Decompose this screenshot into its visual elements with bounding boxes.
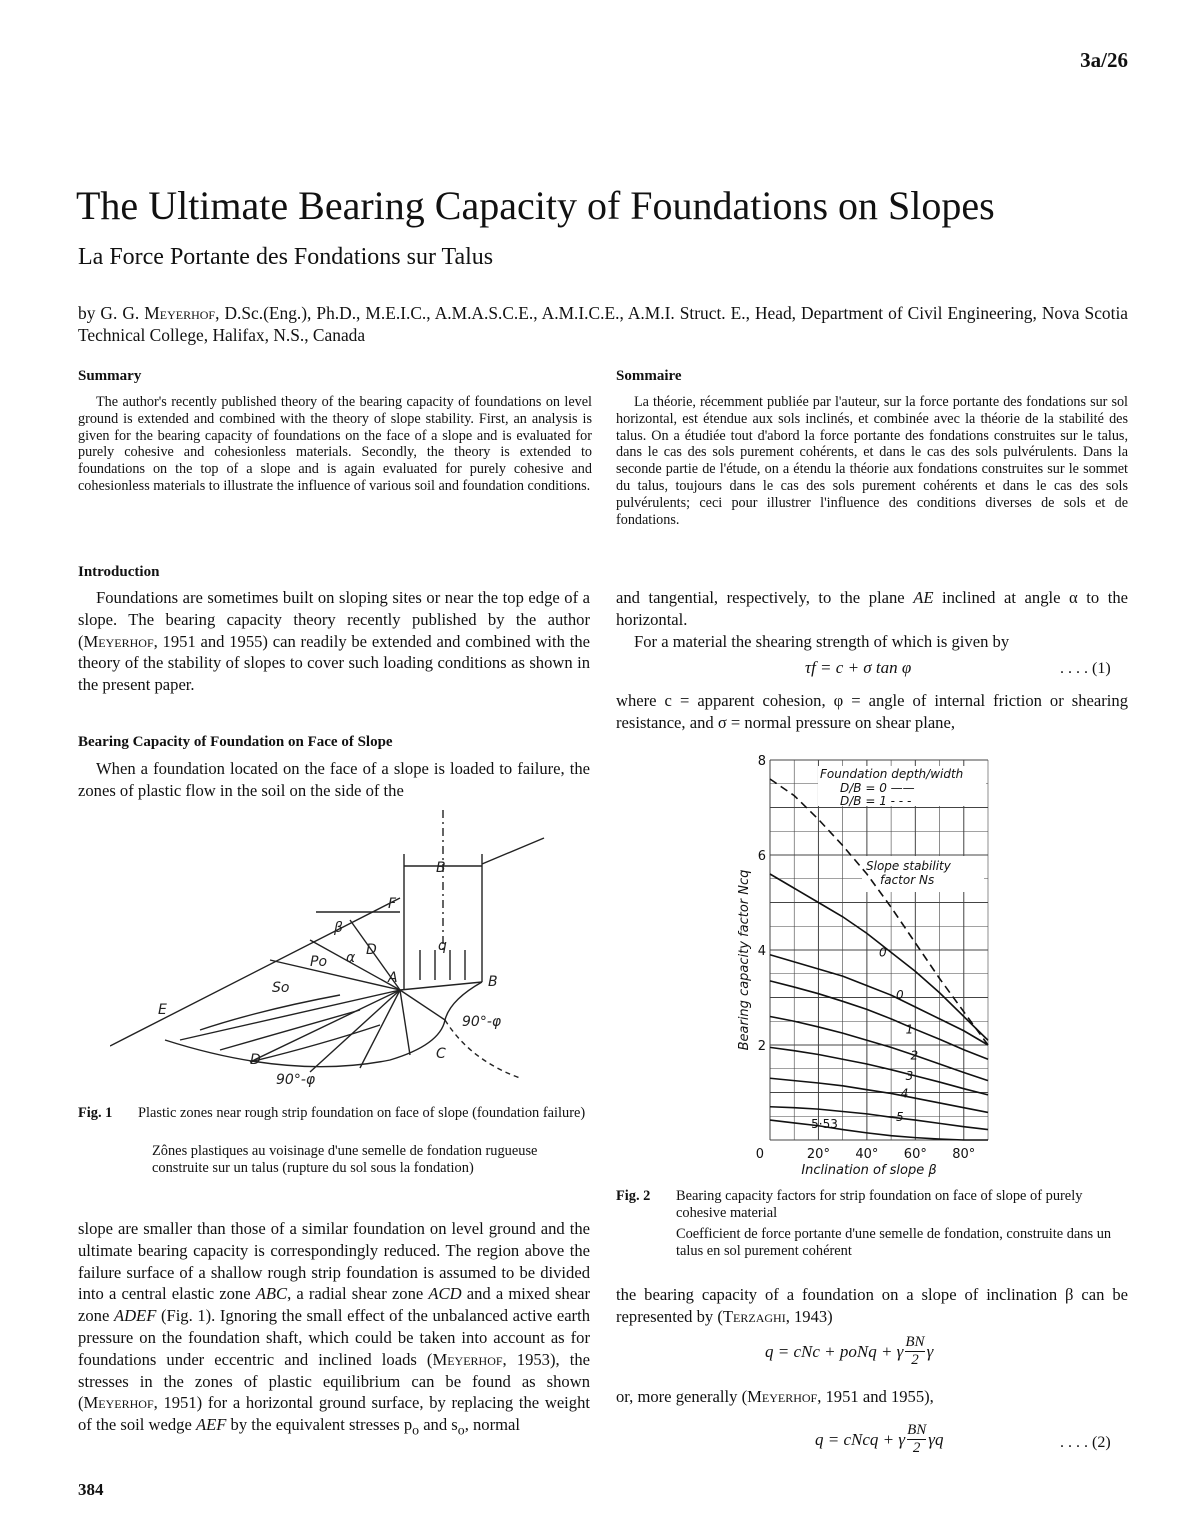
eq2-fraction (907, 1422, 926, 1457)
right-top-para2: For a material the shearing strength of which is given by (634, 632, 1010, 651)
series-line (770, 779, 988, 1045)
right-bottom-citation-1: Terzaghi (722, 1306, 786, 1326)
figure-1-caption-en: Plastic zones near rough strip foundation on face of slope (foundation failure) (138, 1105, 586, 1121)
equation-2-number: . . . . (2) (1060, 1434, 1111, 1451)
series-line (770, 1107, 988, 1130)
x-axis-label: Inclination of slope β (801, 1163, 937, 1178)
legend-entry: D/B = 1 - - - (840, 794, 912, 808)
equation-1-number: . . . . (1) (1060, 660, 1111, 677)
author-line (78, 302, 1128, 346)
series-line (770, 981, 988, 1059)
label-po: Po (310, 954, 328, 970)
series-label: 0 (895, 988, 904, 1003)
eq2-frac-num: BN (907, 1422, 927, 1438)
series-label: 5 (895, 1110, 904, 1125)
paper-title: The Ultimate Bearing Capacity of Foundations on Slopes (76, 183, 995, 228)
eq2-end: γq (928, 1429, 944, 1449)
eq-a-fraction (905, 1334, 924, 1369)
figure-1-caption-fr: Zônes plastiques au voisinage d'une semelle de fondation rugueuse construite sur un talus (rupture du sol sous la fondation) (152, 1143, 538, 1176)
label-C: C (436, 1046, 446, 1062)
label-D-top: D (366, 942, 377, 958)
x-tick-label: 0 (755, 1147, 764, 1162)
left-lower-aef: AEF (195, 1415, 227, 1435)
label-beta: β (334, 920, 343, 936)
legend-entry: D/B = 0 —— (840, 781, 915, 795)
slope-surface-left (110, 898, 400, 1046)
x-tick-label: 80° (952, 1147, 976, 1162)
eq2-frac-den: 2 (912, 1440, 921, 1456)
left-lower-t5: , 1953), the stresses in the zones of plastic equilibrium can be found as shown ( (78, 1349, 590, 1413)
left-lower-t4: (Fig. 1). Ignoring the small effect of the unbalanced active earth pressure on the foundation shaft, which could be taken into account as for foundations under eccentric and inclined loads ( (78, 1306, 590, 1369)
intro-citation: Meyerhof (83, 631, 154, 651)
figure-1-label: Fig. 1 (78, 1105, 113, 1121)
figure-1-diagram (110, 810, 570, 1100)
figure-1-caption (78, 1105, 590, 1197)
figure-1 (110, 810, 570, 1100)
left-lower-abc: ABC (255, 1284, 288, 1304)
right-top-para3: where c = apparent cohesion, φ = angle of internal friction or shearing resistance, and σ = normal pressure on shear plane, (616, 691, 1128, 732)
label-E: E (158, 1002, 167, 1018)
annotation-line-2: factor Ns (880, 873, 935, 887)
left-lower-t2: , a radial shear zone (287, 1284, 429, 1304)
introduction-text (78, 587, 590, 696)
series-label: 0 (879, 945, 887, 960)
series-line (770, 1120, 988, 1140)
radial-line-6 (270, 960, 400, 990)
legend-title: Foundation depth/width (820, 767, 964, 781)
author-affiliation: , D.Sc.(Eng.), Ph.D., M.E.I.C., A.M.A.S.C.E., A.M.I.C.E., A.M.I. Struct. E., Head, Department of Civil Engineering, Nova Scotia Technical College, Halifax, N.S., Canada (78, 303, 1128, 345)
eq-a-end: γ (926, 1341, 934, 1361)
y-tick-label: 2 (757, 1039, 766, 1054)
right-top-t2: inclined at angle α to the horizontal. (616, 588, 1128, 629)
right-bottom-para2 (616, 1386, 1128, 1408)
left-lower-citation-1: Meyerhof (432, 1349, 503, 1369)
label-F: F (388, 896, 397, 912)
right-top-t1: and tangential, respectively, to the plane (616, 588, 914, 607)
foundation-base (400, 982, 482, 990)
left-lower-text: slope are smaller than those of a similar foundation on level ground and the ultimate bearing capacity is correspondingly reduced. The region above the failure surface of a shallow rough strip foundation is assumed to be divided into a central elastic zone ABC, a radial shear zone ACD and a mixed shear zone ADEF (Fig. 1). Ignoring the small effect of the unbalanced active earth pressure on the foundation shaft, which could be taken into account as for foundations under eccentric and inclined loads (Meyerhof, 1953), the stresses in the zones of plastic equilibrium can be found as shown (Meyerhof, 1951) for a horizontal ground surface, by replacing the weight of the soil wedge AEF by the equivalent stresses $p_o$ and $s_o$, normal (78, 1219, 590, 1438)
equation-terzaghi (765, 1334, 933, 1369)
eq-a-main: q = cNc + poNq + γ (765, 1341, 904, 1361)
y-tick-label: 8 (757, 754, 766, 769)
right-top-text (616, 587, 1128, 631)
grid-curve-2 (220, 1010, 360, 1050)
intro-text-b: , 1951 and 1955) can readily be extended and combined with the theory of the stability of slopes to cover such loading conditions as shown in the present paper. (78, 631, 590, 695)
equation-1: τf = c + σ tan φ (805, 658, 912, 677)
figure-2-chart (730, 748, 1000, 1178)
figure-2-caption-en: Bearing capacity factors for strip foundation on face of slope of purely cohesive material (676, 1188, 1083, 1221)
bottom-curve-label: 5·53 (811, 1117, 838, 1132)
summary-heading: Summary (78, 368, 142, 384)
series-label: 2 (910, 1048, 919, 1063)
author-name: Meyerhof (144, 303, 216, 323)
failure-surface (165, 982, 482, 1067)
label-phi-bottom: 90°-φ (276, 1072, 316, 1088)
sommaire-heading: Sommaire (616, 368, 682, 384)
label-alpha: α (346, 950, 356, 966)
radial-line-2 (310, 990, 400, 1072)
radial-line-4 (400, 990, 410, 1055)
right-bottom-t4: , 1951 and 1955), (817, 1387, 934, 1406)
left-lower-t1: slope are smaller than those of a similar foundation on level ground and the ultimate bearing capacity is correspondingly reduced. The region above the failure surface of a shallow rough strip foundation is assumed to be divided into a central elastic zone (78, 1219, 590, 1304)
summary-text: The author's recently published theory of the bearing capacity of foundations on level ground is extended and combined with the theory of slope stability. First, an analysis is given for the bearing capacity of foundations on the face of a slope and is evaluated for purely cohesive and cohesionless materials. Secondly, the theory is extended to foundations on the top of a slope and is again evaluated for purely cohesive and cohesionless materials to illustrate the influence of various soil and foundation conditions. (78, 394, 592, 494)
figure-2-caption (616, 1188, 1128, 1258)
label-so: So (272, 980, 290, 996)
grid-curve-1 (200, 995, 340, 1030)
right-bottom-t2: , 1943) (785, 1306, 833, 1326)
left-lower-t9: , normal (464, 1415, 520, 1435)
left-lower-t6: , 1951) for a horizontal ground surface, by replacing the weight of the soil wedge (78, 1393, 590, 1435)
page-number: 384 (78, 1480, 104, 1499)
eq2-main: q = cNcq + γ (815, 1429, 906, 1449)
x-tick-label: 40° (855, 1147, 879, 1162)
label-B-top: B (436, 860, 446, 876)
label-q: q (438, 938, 447, 954)
left-lower-t3: and a mixed shear zone (78, 1284, 590, 1326)
right-bottom-citation-2: Meyerhof (747, 1387, 818, 1406)
paper-subtitle: La Force Portante des Fondations sur Talus (78, 244, 494, 270)
section2-heading: Bearing Capacity of Foundation on Face of Slope (78, 734, 393, 750)
left-lower-adef: ADEF (113, 1306, 157, 1326)
series-label: 4 (900, 1086, 909, 1101)
series-line (770, 1047, 988, 1095)
left-lower-acd: ACD (428, 1284, 462, 1304)
left-lower-citation-2: Meyerhof (83, 1393, 154, 1413)
slope-surface-right (482, 838, 544, 864)
right-bottom-t3: or, more generally ( (616, 1387, 748, 1406)
introduction-heading: Introduction (78, 564, 160, 580)
series-label: 1 (905, 1022, 914, 1037)
label-phi-right: 90°-φ (462, 1014, 502, 1030)
y-tick-label: 6 (757, 849, 766, 864)
x-tick-label: 20° (806, 1147, 830, 1162)
line-A-E (180, 990, 400, 1040)
right-top-ae: AE (913, 588, 934, 607)
author-prefix: by G. G. (78, 303, 145, 323)
section2-text: When a foundation located on the face of a slope is loaded to failure, the zones of plastic flow in the soil on the side of the (78, 759, 590, 800)
y-tick-label: 4 (757, 944, 766, 959)
eq-a-frac-num: BN (905, 1334, 925, 1350)
series-line (770, 1078, 988, 1112)
right-bottom-t1: the bearing capacity of a foundation on a slope of inclination β can be represented by ( (616, 1285, 1128, 1326)
sommaire-text: La théorie, récemment publiée par l'auteur, sur la force portante des fondations sur sol horizontal, est étendue aux sols inclinés, et combinée avec la théorie de la stabilité des talus. On a étudiée tout d'abord la force portante des fondations construites sur le talus, dans le cas des sols purement cohérents, et dans le cas des sols pulvérulents. Dans la seconde partie de l'étude, on a étendu la théorie aux fondations construites sur le sommet du talus, toujours dans le cas des sols purement cohérents et dans le cas des sols pulvérulents; ceci pour illustrer l'influence des conditions diverses de sols et de fondations. (616, 394, 1128, 528)
label-A: A (388, 970, 398, 986)
page-reference: 3a/26 (1080, 48, 1128, 72)
line-A-C (400, 990, 445, 1020)
label-B-right: B (488, 974, 498, 990)
x-tick-label: 60° (903, 1147, 927, 1162)
annotation-line-1: Slope stability (866, 859, 951, 873)
intro-text-a: Foundations are sometimes built on sloping sites or near the top edge of a slope. The bearing capacity theory recently published by the author ( (78, 588, 590, 651)
label-D-bottom: D (250, 1052, 261, 1068)
series-label: 3 (905, 1068, 914, 1083)
figure-2 (730, 748, 1000, 1178)
figure-2-caption-fr: Coefficient de force portante d'une semelle de fondation, construite dans un talus en sol purement cohérent (676, 1226, 1112, 1259)
y-axis-label: Bearing capacity factor Ncq (737, 869, 752, 1051)
eq-a-frac-den: 2 (911, 1352, 919, 1368)
left-lower-t8: and s (419, 1415, 458, 1435)
equation-2 (815, 1422, 943, 1457)
left-lower-t7: by the equivalent stresses p (226, 1415, 413, 1435)
right-bottom-text (616, 1284, 1128, 1328)
figure-2-label: Fig. 2 (616, 1188, 651, 1204)
